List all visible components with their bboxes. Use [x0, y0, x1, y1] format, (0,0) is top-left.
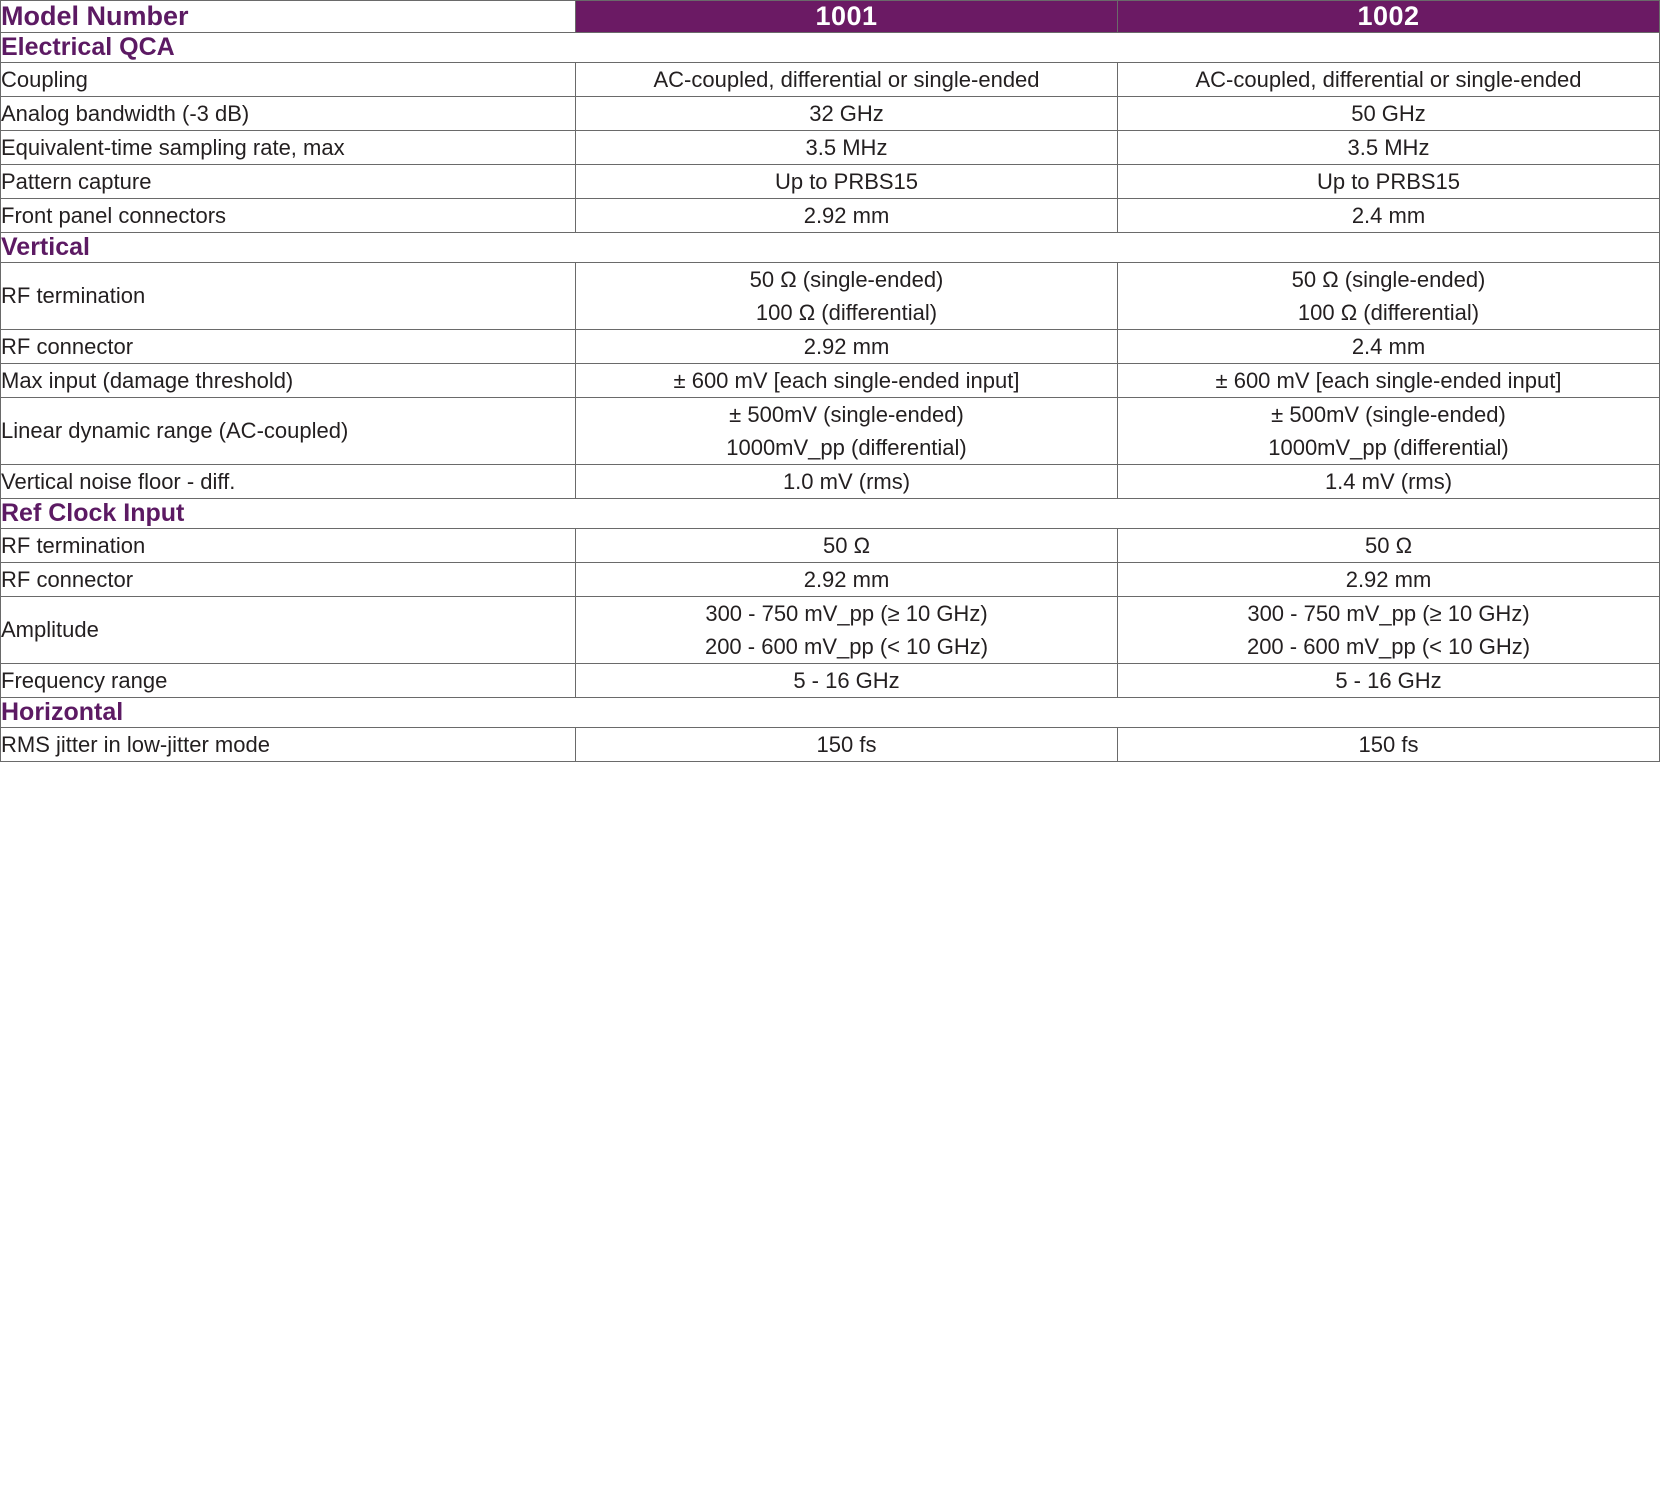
- row-value-1001: [576, 563, 1118, 597]
- row-label: Vertical noise floor - diff.: [1, 465, 576, 499]
- table-row: [1, 728, 1660, 762]
- header-label-cell: Model Number: [1, 1, 576, 33]
- row-value-1001: [576, 199, 1118, 233]
- value-line: 2.92 mm: [1345, 567, 1432, 592]
- value-line: 5 - 16 GHz: [793, 668, 900, 693]
- table-header-row: [1, 1, 1660, 33]
- row-value-1002: [1118, 165, 1660, 199]
- table-row: [1, 398, 1660, 465]
- value-line: 5 - 16 GHz: [1335, 668, 1442, 693]
- value-line: 1.0 mV (rms): [782, 469, 911, 494]
- value-line: 50 Ω: [1364, 533, 1413, 558]
- value-line: 150 fs: [816, 732, 877, 757]
- row-label: Max input (damage threshold): [1, 364, 576, 398]
- row-label: Frequency range: [1, 664, 576, 698]
- section-header-row: [1, 33, 1660, 63]
- row-value-1002: [1118, 63, 1660, 97]
- table-row: [1, 563, 1660, 597]
- header-model-1001: 1001: [576, 1, 1118, 33]
- row-value-1002: [1118, 728, 1660, 762]
- row-value-1001: [576, 728, 1118, 762]
- table-row: [1, 199, 1660, 233]
- value-line: 1000mV_pp (differential): [1268, 435, 1509, 460]
- row-value-1002: [1118, 131, 1660, 165]
- value-line: 2.92 mm: [803, 567, 890, 592]
- value-line: 2.92 mm: [803, 203, 890, 228]
- row-value-1002: [1118, 330, 1660, 364]
- value-line: 32 GHz: [809, 101, 884, 126]
- row-value-1002: [1118, 398, 1660, 465]
- table-row: [1, 664, 1660, 698]
- row-value-1001: [576, 398, 1118, 465]
- value-line: 150 fs: [1358, 732, 1419, 757]
- value-line: 100 Ω (differential): [755, 300, 938, 325]
- row-value-1001: [576, 165, 1118, 199]
- value-line: 300 - 750 mV_pp (≥ 10 GHz): [705, 601, 988, 626]
- section-title-horizontal: Horizontal: [1, 698, 1660, 728]
- value-line: AC-coupled, differential or single-ended: [1195, 67, 1582, 92]
- table-row: [1, 330, 1660, 364]
- value-line: Up to PRBS15: [774, 169, 919, 194]
- value-line: ± 600 mV [each single-ended input]: [1215, 368, 1562, 393]
- value-line: 200 - 600 mV_pp (< 10 GHz): [1246, 634, 1531, 659]
- value-line: 50 Ω: [822, 533, 871, 558]
- row-label: RF connector: [1, 563, 576, 597]
- value-line: 50 GHz: [1351, 101, 1426, 126]
- row-label: RF termination: [1, 263, 576, 330]
- row-value-1001: [576, 63, 1118, 97]
- value-line: ± 500mV (single-ended): [1271, 402, 1506, 427]
- value-line: 1000mV_pp (differential): [726, 435, 967, 460]
- row-value-1002: [1118, 563, 1660, 597]
- value-line: 3.5 MHz: [805, 135, 888, 160]
- value-line: 100 Ω (differential): [1297, 300, 1480, 325]
- row-value-1002: [1118, 263, 1660, 330]
- row-value-1002: [1118, 364, 1660, 398]
- row-value-1001: [576, 263, 1118, 330]
- table-row: [1, 465, 1660, 499]
- value-line: 3.5 MHz: [1347, 135, 1430, 160]
- row-value-1001: [576, 597, 1118, 664]
- row-value-1002: [1118, 664, 1660, 698]
- section-header-row: [1, 233, 1660, 263]
- value-line: 300 - 750 mV_pp (≥ 10 GHz): [1247, 601, 1530, 626]
- table-row: [1, 364, 1660, 398]
- header-model-1002: 1002: [1118, 1, 1660, 33]
- value-line: 2.4 mm: [1351, 334, 1426, 359]
- value-line: AC-coupled, differential or single-ended: [653, 67, 1040, 92]
- value-line: 2.92 mm: [803, 334, 890, 359]
- row-value-1001: [576, 364, 1118, 398]
- table-row: [1, 63, 1660, 97]
- row-value-1002: [1118, 597, 1660, 664]
- section-header-row: [1, 698, 1660, 728]
- value-line: ± 500mV (single-ended): [729, 402, 964, 427]
- row-label: Equivalent-time sampling rate, max: [1, 131, 576, 165]
- row-label: Coupling: [1, 63, 576, 97]
- table-row: [1, 131, 1660, 165]
- table-body: [1, 1, 1660, 762]
- row-label: RF connector: [1, 330, 576, 364]
- table-row: [1, 97, 1660, 131]
- table-row: [1, 263, 1660, 330]
- value-line: 50 Ω (single-ended): [1291, 267, 1486, 292]
- row-value-1002: [1118, 97, 1660, 131]
- value-line: ± 600 mV [each single-ended input]: [673, 368, 1020, 393]
- value-line: Up to PRBS15: [1316, 169, 1461, 194]
- row-value-1001: [576, 131, 1118, 165]
- value-line: 1.4 mV (rms): [1324, 469, 1453, 494]
- row-label: Front panel connectors: [1, 199, 576, 233]
- row-value-1002: [1118, 465, 1660, 499]
- section-title-electrical-qca: Electrical QCA: [1, 33, 1660, 63]
- row-label: RMS jitter in low-jitter mode: [1, 728, 576, 762]
- row-value-1001: [576, 97, 1118, 131]
- section-title-vertical: Vertical: [1, 233, 1660, 263]
- table-row: [1, 597, 1660, 664]
- table-row: [1, 165, 1660, 199]
- row-value-1001: [576, 664, 1118, 698]
- row-label: Amplitude: [1, 597, 576, 664]
- row-label: Linear dynamic range (AC-coupled): [1, 398, 576, 465]
- value-line: 2.4 mm: [1351, 203, 1426, 228]
- row-label: RF termination: [1, 529, 576, 563]
- row-label: Analog bandwidth (-3 dB): [1, 97, 576, 131]
- table-row: [1, 529, 1660, 563]
- row-value-1001: [576, 465, 1118, 499]
- section-title-ref-clock-input: Ref Clock Input: [1, 499, 1660, 529]
- row-value-1002: [1118, 199, 1660, 233]
- value-line: 50 Ω (single-ended): [749, 267, 944, 292]
- row-value-1002: [1118, 529, 1660, 563]
- row-value-1001: [576, 529, 1118, 563]
- section-header-row: [1, 499, 1660, 529]
- row-value-1001: [576, 330, 1118, 364]
- row-label: Pattern capture: [1, 165, 576, 199]
- value-line: 200 - 600 mV_pp (< 10 GHz): [704, 634, 989, 659]
